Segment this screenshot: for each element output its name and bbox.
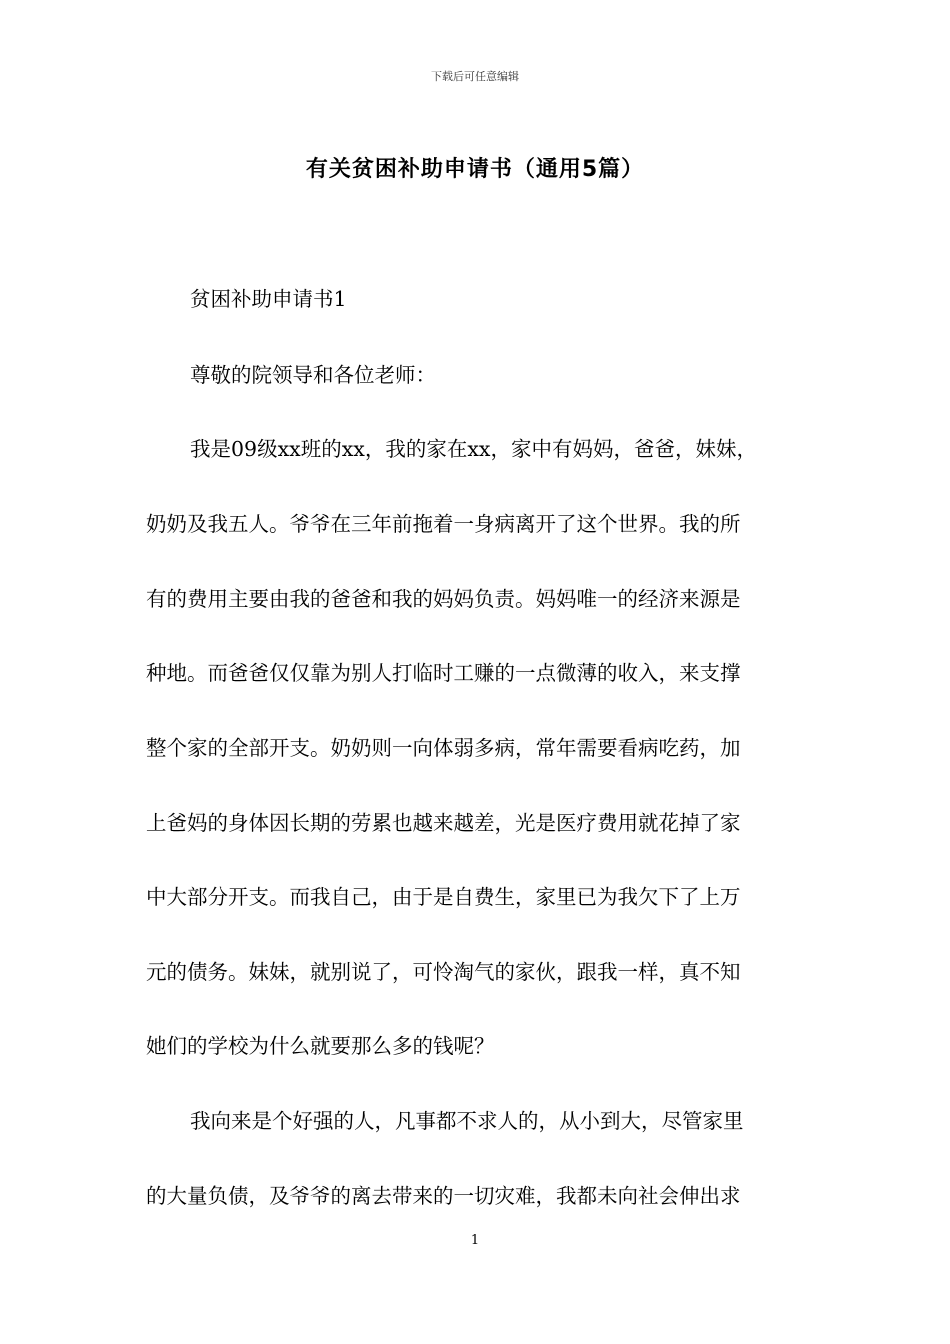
paragraph-line: 整个家的全部开支。奶奶则一向体弱多病，常年需要看病吃药，加 <box>146 736 741 760</box>
paragraph-line: 她们的学校为什么就要那么多的钱呢？ <box>146 1034 495 1058</box>
paragraph-line: 有的费用主要由我的爸爸和我的妈妈负责。妈妈唯一的经济来源是 <box>146 587 741 611</box>
paragraph-line: 种地。而爸爸仅仅靠为别人打临时工赚的一点微薄的收入，来支撑 <box>146 661 741 685</box>
paragraph-line: 元的债务。妹妹，就别说了，可怜淘气的家伙，跟我一样，真不知 <box>146 960 741 984</box>
paragraph-line: 上爸妈的身体因长期的劳累也越来越差，光是医疗费用就花掉了家 <box>146 811 741 835</box>
paragraph-line: 中大部分开支。而我自己，由于是自费生，家里已为我欠下了上万 <box>146 885 741 909</box>
page-number: 1 <box>470 1233 480 1248</box>
document-title: 有关贫困补助申请书（通用5篇） <box>305 157 645 182</box>
salutation: 尊敬的院领导和各位老师： <box>190 363 436 387</box>
page-header-note: 下载后可任意编辑 <box>431 70 519 83</box>
paragraph-line: 我是09级xx班的xx，我的家在xx，家中有妈妈，爸爸，妹妹， <box>190 437 757 461</box>
paragraph-line: 奶奶及我五人。爷爷在三年前拖着一身病离开了这个世界。我的所 <box>146 512 741 536</box>
paragraph-line: 的大量负债，及爷爷的离去带来的一切灾难，我都未向社会伸出求 <box>146 1184 741 1208</box>
paragraph-line: 我向来是个好强的人，凡事都不求人的，从小到大，尽管家里 <box>190 1109 744 1133</box>
section-heading: 贫困补助申请书1 <box>190 287 347 311</box>
